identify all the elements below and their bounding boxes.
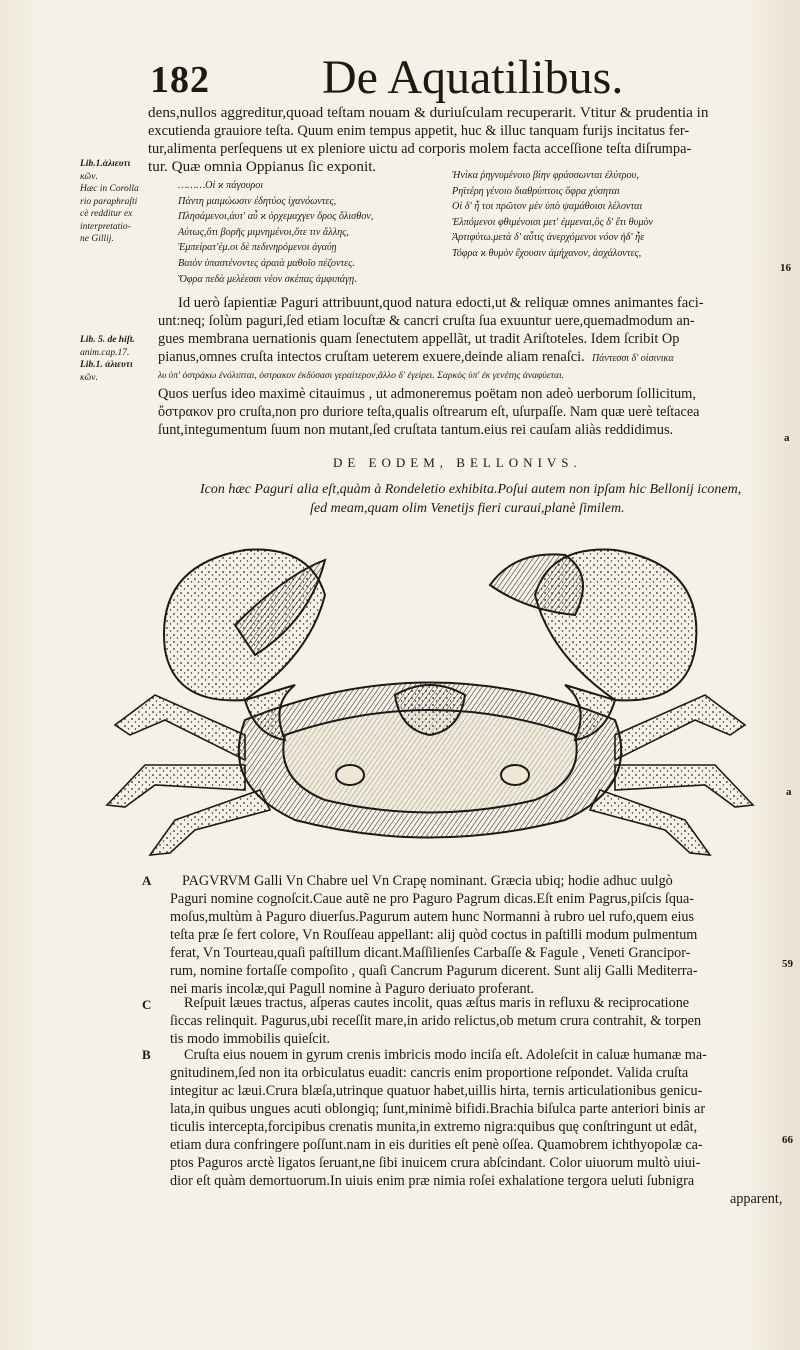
margin-line: Lib. 5. de hiſt. [80, 335, 135, 345]
verse-line: Πλησάμενοι,ἀυτ' αὖ ϰ ὀρχεμαχγεν ὅρος ὄλισθον, [178, 211, 374, 223]
right-edge-mark: 59 [782, 958, 793, 970]
greek-inline-line: λυ ὑπ' ὀστράκω ἐνόλιπται, ὀστρακον ἐκδύσασι γεραίτερον,ἄλλο δ' ἐγείρει. Σαρκὸς ὑπ' ἐκ γενέτης ἀναφύεται. [158, 369, 565, 381]
greek-inline: Πάντεσσι δ' οἰσινικα [591, 353, 674, 364]
paragraph-b [170, 1046, 782, 1208]
text-line: ptos Paguros arctè ligatos ſeruant,ne ſibi inuicem crura abſcindant. Color uiuorum multò uiui- [170, 1155, 701, 1171]
crab-woodcut-illustration [95, 535, 765, 865]
text-line: gnitudinem,ſed non ita orbiculatus euadit: cancris enim proportione reſpondet. Valida cruſta [170, 1065, 689, 1081]
text-line: Paguri nomine cognoſcit.Caue autẽ ne pro Paguro Pagrum dicas.Eſt enim Pagrus,piſcis ſqua- [170, 891, 695, 907]
paragraph-c [170, 994, 701, 1048]
verse-line: Ἐλπόμενοι φθιμένοισι μετ' ἐμμεναι,ὃς δ' ἔτι θυμὸν [452, 216, 654, 228]
paragraph-a [170, 872, 698, 998]
caption-line: Icon hæc Paguri alia eſt,quàm à Rondeletio exhibita.Poſui autem non ipſam hic Bellonij iconem, [200, 482, 742, 497]
text-line: PAGVRVM Galli Vn Chabre uel Vn Crapę nominant. Græcia ubiq; hodie adhuc uulgò [182, 873, 673, 889]
right-edge-mark: 16 [780, 262, 791, 274]
text-line: Quos uerſus ideo maximè citauimus , ut admoneremus poëtam non adeò uerborum ſollicitum, [158, 385, 696, 402]
text-line: dens,nullos aggreditur,quoad teſtam nouam & duriuſculam recuperarit. Vtitur & prudentia in [148, 104, 709, 121]
margin-note-aristotle [80, 334, 155, 384]
crab-shell [239, 683, 622, 838]
text-line: lata,in quibus ungues acuti oblongiq; ſunt,minimè bifidi.Brachia biſulca parte anteriori binis ar [170, 1101, 706, 1117]
text-line: integitur ac læui.Crura blæſa,utrinque quatuor habet,uillis hirta, ternis articulationibus genicu- [170, 1083, 703, 1099]
margin-line: rio paraphraſti [80, 196, 138, 207]
verse-line: Οἱ δ' ἦ τοι πρῶτον μὲν ὑπὸ ψαμάθοισι λέλονται [452, 201, 643, 213]
margin-line: anim.cap.17. [80, 347, 130, 358]
right-edge-mark: a [786, 786, 792, 798]
section-heading: DE EODEM, BELLONIVS. [333, 455, 582, 470]
text-line: tis modo immobilis quieſcit. [170, 1031, 331, 1047]
margin-line: interpretatio- [80, 221, 131, 232]
margin-note-oppian [80, 158, 155, 246]
text-span: pianus,omnes cruſta intectos cruſtam ueterem exuere,deinde aliam renaſci. [158, 349, 585, 365]
paragraph-letter-c: C [142, 997, 152, 1012]
paragraph-sapientia [158, 294, 704, 439]
verse-line: Ἀρτιφύτω.μετὰ δ' αὖτις ἀνερχόμενοι νόον ἠδ' ἦε [452, 232, 645, 244]
text-line [158, 348, 704, 367]
text-line: tur,alimenta perſequens ut ex pleniore uictu ad corporis molem facta acceſſione teſta diſrumpa- [148, 141, 692, 157]
figure-caption [200, 480, 741, 518]
margin-line: Hæc in Corolla [80, 184, 139, 194]
verse-line: ………Οἱ ϰ πάγουροι [178, 180, 264, 191]
text-line: apparent, [730, 1191, 783, 1207]
text-line: ferat, Vn Tourteau,quaſi paſtillum dicant.Maſſilienſes Carbaſſe & Fagule , Veneti Grancipor- [170, 945, 691, 961]
text-line: nei maris incolæ,qui Pagull nomine à Paguro deriuato proferant. [170, 981, 535, 997]
text-line: Cruſta eius nouem in gyrum crenis imbricis modo inciſa eſt. Adoleſcit in caluæ humanæ ma- [184, 1047, 707, 1063]
verse-line: Ἡνίκα ῥηγνυμένοιο βίην φράσσωνται ἐλύτρου, [452, 170, 639, 181]
margin-line: ne Gillij. [80, 234, 114, 244]
paragraph-letter-b: B [142, 1047, 151, 1062]
text-line: ticulis intercepta,forcipibus crenatis munita,in extremo nigra:quibus quę conſtringunt ut edât, [170, 1119, 698, 1135]
text-line: ſunt,integumentum ſuum non mutant,ſed cruſtata tantum.eius rei cauſam aliàs reddidimus. [158, 421, 674, 438]
verse-line: Βαιὸν ὑπαστένοντες ἀραιὰ μαθοῖο πέζοντες. [178, 257, 355, 269]
verse-line: Τόφρα ϰ θυμὸν ἔχουσιν ἀμήχανον, ἀσχάλοντες, [452, 247, 642, 259]
verse-line: Πάντη μαιμώωσιν ἐδητύος ἰχανόωντες, [178, 195, 337, 207]
greek-verse-left [178, 178, 373, 287]
verse-line: Αὐτως,ὅτι βορῆς μιμνημένοι,ὅτε τιν ἄλλης, [178, 226, 349, 238]
margin-line: cè redditur ex [80, 209, 133, 219]
text-line: unt:neq; ſolùm paguri,ſed etiam locuſtæ & cancri cruſta ſua exuuntur uere,quemadmodum an- [158, 313, 695, 329]
greek-verse-right [452, 168, 653, 262]
text-line: rum, nomine fortaſſe compoſito , quaſi Cancrum Pagurum dicerent. Sunt alij Galli Mediterra- [170, 963, 698, 979]
margin-line: Lib.1. ἁλιευτι [80, 360, 133, 370]
verse-line: Ἐμπείρατ'ἐμ.οι δὲ πεδινηρόμενοι ἀγαύῃ [178, 242, 337, 254]
top-paragraph [148, 104, 708, 176]
text-line: Reſpuit læues tractus, aſperas cautes incolit, quas æſtus maris in refluxu & reciprocatione [184, 995, 690, 1011]
text-line: tur. Quæ omnia Oppianus ſic exponit. [148, 158, 377, 175]
page-number: 182 [150, 59, 210, 101]
text-line: moſus,multùm à Paguro diuerſus.Pagurum autem hunc Normanni à rubro uel rufo,quem eius [170, 909, 695, 925]
text-line: teſta præ ſe fert colore, Vn Rouſſeau appellant: alij quòd coctus in paſtilli modum pulmentum [170, 927, 698, 943]
margin-line: Lib.1.ἁλιευτι [80, 159, 131, 169]
verse-line: Ὄφρα πεδὰ μελέεσσι νέον σκέπας ἀμφιπάγῃ. [178, 273, 357, 285]
paragraph-letter-a: A [142, 873, 152, 888]
margin-line: κῶν. [80, 171, 98, 182]
text-line: dior eſt quàm demortuorum.In uiuis enim præ nimia roſei exhalatione tergora ueluti ſubnigra [170, 1173, 695, 1189]
text-line: ſiccas relinquit. Pagurus,ubi receſſit mare,in arido relictus,ob metum crura contrahit, & torpen [170, 1013, 702, 1029]
text-line: ὄστρακον pro cruſta,non pro duriore teſta,qualis oſtrearum eſt, uſurpaſſe. Nam quæ uerè teſtacea [158, 403, 700, 420]
right-edge-mark: 66 [782, 1134, 793, 1146]
right-edge-mark: a [784, 432, 790, 444]
caption-line: ſed meam,quam olim Venetijs fieri curaui,planè ſimilem. [310, 501, 625, 516]
margin-line: κῶν. [80, 372, 98, 383]
text-line: etiam dura confringere poſſunt.nam in eis durities eſt penè oſſea. Quamobrem ichthyopolæ ca- [170, 1137, 703, 1153]
text-line: Id uerò ſapientiæ Paguri attribuunt,quod natura edocti,ut & reliquæ omnes animantes faci- [178, 295, 704, 311]
text-line: excutienda grauiore teſta. Quum enim tempus appetit, huc & illuc tanquam furijs incitatus fer- [148, 123, 690, 139]
verse-line: Ρηϊτέρη γένοιο διαθρύπτοις ὄφρα χύσηται [452, 185, 620, 197]
running-head: De Aquatilibus. [322, 51, 624, 104]
text-line: gues membrana uernationis quam ſenectutem appellãt, ut tradit Ariſtoteles. Idem ſcribit Op [158, 331, 680, 347]
